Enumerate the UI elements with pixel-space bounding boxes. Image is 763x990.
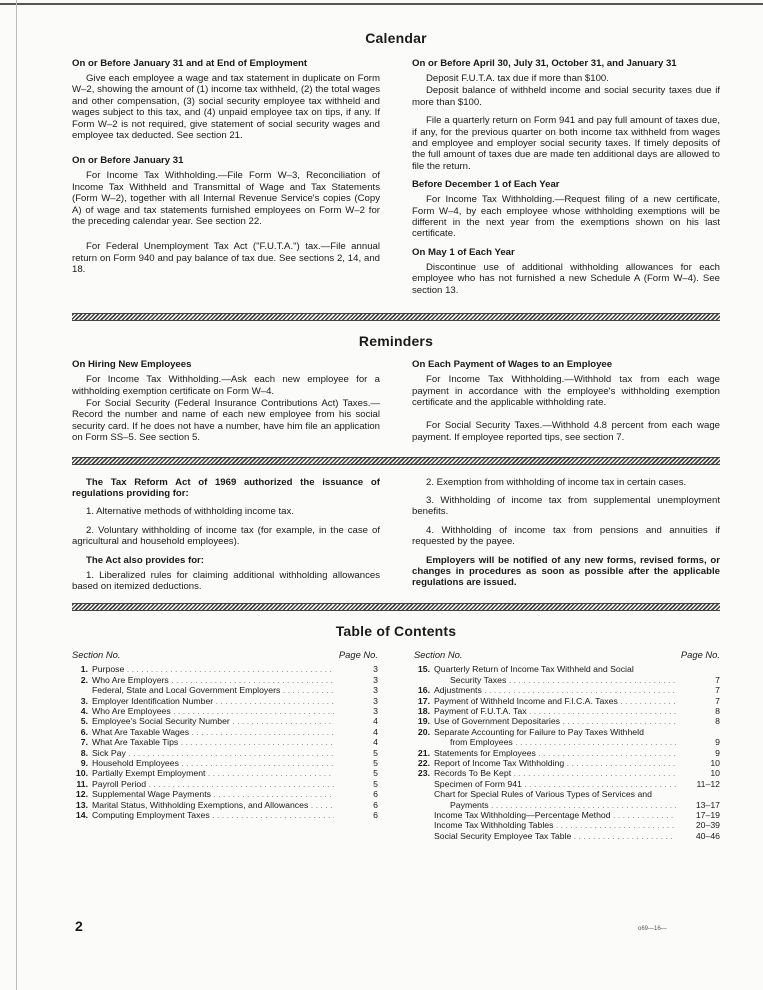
toc-row xyxy=(414,675,720,685)
calendar-paragraph: Deposit F.U.T.A. tax due if more than $100. xyxy=(426,73,609,84)
toc-column-headers xyxy=(72,649,378,660)
toc-section-number: 1. xyxy=(80,664,88,675)
top-rule xyxy=(0,3,763,5)
toc-page-number: 7 xyxy=(715,695,720,706)
toc-page-number: 9 xyxy=(715,737,720,748)
toc-row xyxy=(72,748,378,758)
toc-entry-title: Payments . . . xyxy=(434,800,676,810)
reform-notice: Employers will be notified of any new forms, revised forms, or changes in procedures as soon as possible after the applicable regulations are issued. xyxy=(412,554,720,589)
page-number: 2 xyxy=(75,918,83,934)
toc-right-list xyxy=(414,664,720,841)
toc-section-number: 16. xyxy=(417,685,430,696)
toc-page-number: 11–12 xyxy=(696,778,720,789)
toc-entry-title: Security Taxes . . . xyxy=(434,675,676,685)
reminders-paragraph: For Income Tax Withholding.—Withhold tax from each wage payment in accordance with the employee's withholding exemption certificate and the applicable withholding rate. xyxy=(412,374,720,408)
toc-row xyxy=(72,768,378,778)
toc-page-number: 40–46 xyxy=(695,830,720,841)
toc-row xyxy=(414,727,720,737)
toc-row xyxy=(72,737,378,747)
toc-page-number: 17–19 xyxy=(695,810,720,821)
toc-section-number: 7. xyxy=(80,737,88,748)
calendar-left-column xyxy=(72,58,380,303)
toc-row xyxy=(414,758,720,768)
toc-row xyxy=(72,696,378,706)
document-page xyxy=(72,30,720,841)
toc-page-number: 4 xyxy=(373,726,378,737)
toc-row xyxy=(414,820,720,830)
toc-section-number: 9. xyxy=(80,758,88,769)
toc-row xyxy=(414,748,720,758)
toc-section-number: 3. xyxy=(80,695,88,706)
toc-page-number: 3 xyxy=(373,695,378,706)
toc-row xyxy=(72,800,378,810)
toc-entry-title: Who Are Employees . . . xyxy=(92,706,334,716)
toc-page-number: 7 xyxy=(715,674,720,685)
reform-right-column xyxy=(412,477,720,600)
toc-section-number: 11. xyxy=(76,778,88,789)
toc-section-label: Section No. xyxy=(414,649,463,661)
reminders-title: Reminders xyxy=(358,333,434,350)
toc-page-number: 4 xyxy=(373,716,378,727)
toc-entry-title: Employer Identification Number . . . xyxy=(92,696,334,706)
calendar-heading: On or Before January 31 and at End of Employment xyxy=(72,58,308,69)
reform-item: 2. Voluntary withholding of income tax (for example, in the case of agricultural and household employees). xyxy=(72,524,380,548)
toc-section-number: 21. xyxy=(417,747,430,758)
calendar-paragraph: For Income Tax Withholding.—File Form W–3, Reconciliation of Income Tax Withheld and Transmittal of Wage and Tax Statements (Form W–2), together with all Internal Revenue Service's copies (Copy A) of wage and tax statements furnished employees on Form W–2 for the preceding calendar year. See section 22. xyxy=(72,170,380,228)
toc-row xyxy=(414,800,720,810)
reform-also-heading: The Act also provides for: xyxy=(86,554,204,566)
toc-page-number: 5 xyxy=(373,768,378,779)
toc-row xyxy=(414,831,720,841)
reform-left-column xyxy=(72,477,380,600)
toc-page-number: 8 xyxy=(715,706,720,716)
reminders-heading: On Hiring New Employees xyxy=(72,359,192,371)
toc-section-number: 20. xyxy=(417,726,430,737)
calendar-paragraph: For Income Tax Withholding.—Request filing of a new certificate, Form W–4, by each employee whose withholding exemptions will be different in the next year from the exemptions shown on his last certificate. xyxy=(412,194,720,240)
toc-row xyxy=(72,716,378,726)
toc-page-number: 3 xyxy=(373,685,378,696)
toc-row xyxy=(414,768,720,778)
calendar-heading: On or Before January 31 xyxy=(72,155,184,167)
toc-entry-title: Use of Government Depositaries . . . xyxy=(434,716,676,726)
reform-columns xyxy=(72,477,720,600)
calendar-heading: On May 1 of Each Year xyxy=(412,246,515,258)
reminders-columns xyxy=(72,359,720,450)
toc-row xyxy=(414,696,720,706)
toc-page-number: 5 xyxy=(373,747,378,758)
toc-entry-title: Income Tax Withholding Tables . . . xyxy=(434,820,676,830)
calendar-paragraph: For Federal Unemployment Tax Act ("F.U.T.A.") tax.—File annual return on Form 940 and pay balance of tax due. See sections 2, 14, and 18. xyxy=(72,241,380,276)
section-divider xyxy=(72,603,720,611)
toc-section-number: 15. xyxy=(417,664,430,675)
toc-entry-title: Chart for Special Rules of Various Types of Services and xyxy=(434,789,652,800)
toc-section-number: 18. xyxy=(417,706,430,716)
calendar-paragraph: File a quarterly return on Form 941 and pay full amount of taxes due, if any, for the previous quarter on both income tax withheld from wages and employee and employer social security taxes. If timely deposits of the full amount of taxes due are made ten additional days are allowed to file the return. xyxy=(412,115,720,172)
toc-page-number: 3 xyxy=(373,664,378,675)
toc-page-number: 6 xyxy=(373,789,378,800)
toc-row xyxy=(72,779,378,789)
toc-entry-title: Computing Employment Taxes . . . xyxy=(92,810,334,820)
toc-entry-title: Social Security Employee Tax Table . . . xyxy=(434,831,676,841)
toc-entry-title: Federal, State and Local Government Employers . . . xyxy=(92,685,334,695)
toc-section-number: 6. xyxy=(80,726,88,737)
toc-section-number: 19. xyxy=(417,716,430,727)
toc-row xyxy=(414,737,720,747)
calendar-title: Calendar xyxy=(365,30,427,46)
toc-entry-title: Sick Pay . . . xyxy=(92,748,334,758)
reminders-paragraph: For Income Tax Withholding.—Ask each new employee for a withholding exemption certificate on Form W–4. xyxy=(72,374,380,397)
toc-entry-title: Household Employees . . . xyxy=(92,758,334,768)
reform-item: 1. Liberalized rules for claiming additional withholding allowances based on itemized deductions. xyxy=(72,569,380,592)
toc-row xyxy=(414,685,720,695)
toc-entry-title: What Are Taxable Wages . . . xyxy=(92,727,334,737)
calendar-columns xyxy=(72,58,720,303)
toc-page-number: 9 xyxy=(715,747,720,758)
toc-columns xyxy=(72,649,720,841)
toc-page-number: 6 xyxy=(373,799,378,810)
reform-item: 1. Alternative methods of withholding income tax. xyxy=(86,506,294,518)
toc-page-number: 4 xyxy=(373,737,378,748)
toc-page-number: 10 xyxy=(710,758,720,769)
toc-section-label: Section No. xyxy=(72,649,121,661)
toc-row xyxy=(72,685,378,695)
toc-entry-title: Separate Accounting for Failure to Pay Taxes Withheld xyxy=(434,726,644,737)
toc-page-number: 3 xyxy=(373,706,378,716)
toc-row xyxy=(72,706,378,716)
toc-section-number: 23. xyxy=(417,768,430,779)
section-divider xyxy=(72,313,720,321)
toc-entry-title: Quarterly Return of Income Tax Withheld and Social xyxy=(434,664,634,675)
toc-page-number: 20–39 xyxy=(695,820,720,831)
toc-row xyxy=(72,789,378,799)
toc-section-number: 13. xyxy=(75,799,88,810)
toc-entry-title: Employee's Social Security Number . . . xyxy=(92,716,334,726)
reform-item: 4. Withholding of income tax from pensions and annuities if requested by the payee. xyxy=(412,524,720,548)
toc-right-column xyxy=(414,649,720,841)
toc-section-number: 10. xyxy=(75,768,88,779)
toc-page-number: 13–17 xyxy=(695,799,720,810)
reminders-paragraph: For Social Security Taxes.—Withhold 4.8 percent from each wage payment. If employee reported tips, see section 7. xyxy=(412,420,720,443)
reminders-right-column xyxy=(412,359,720,450)
reminders-left-column xyxy=(72,359,380,450)
toc-page-label: Page No. xyxy=(680,649,720,661)
toc-page-number: 10 xyxy=(710,768,720,779)
toc-entry-title: Income Tax Withholding—Percentage Method . . . xyxy=(434,810,676,820)
calendar-paragraph: Discontinue use of additional withholding allowances for each employee who has not furnished a new Schedule A (Form W–4). See section 13. xyxy=(412,261,720,296)
toc-entry-title: Payment of Withheld Income and F.I.C.A. Taxes . . . xyxy=(434,696,676,706)
toc-section-number: 8. xyxy=(80,747,88,758)
toc-row xyxy=(414,810,720,820)
toc-page-label: Page No. xyxy=(338,649,378,661)
toc-entry-title: Specimen of Form 941 . . . xyxy=(434,779,676,789)
toc-section-number: 22. xyxy=(417,758,430,769)
toc-row xyxy=(414,789,720,799)
toc-entry-title: Purpose . . . xyxy=(92,664,334,674)
reminders-heading: On Each Payment of Wages to an Employee xyxy=(412,359,613,371)
toc-entry-title: Who Are Employers . . . xyxy=(92,675,334,685)
toc-page-number: 5 xyxy=(373,778,378,789)
toc-section-number: 4. xyxy=(80,706,88,716)
reform-item: 3. Withholding of income tax from supplemental unemployment benefits. xyxy=(412,494,720,518)
toc-entry-title: Records To Be Kept . . . xyxy=(434,768,676,778)
toc-section-number: 17. xyxy=(417,695,430,706)
section-divider xyxy=(72,457,720,465)
calendar-paragraph: Deposit balance of withheld income and social security taxes due if more than $100. xyxy=(412,85,720,108)
toc-row xyxy=(72,810,378,820)
toc-entry-title: Report of Income Tax Withholding . . . xyxy=(434,758,676,768)
toc-page-number: 7 xyxy=(715,685,720,696)
toc-left-column xyxy=(72,649,378,841)
toc-row xyxy=(414,716,720,726)
toc-entry-title: Payroll Period . . . xyxy=(92,779,334,789)
toc-page-number: 3 xyxy=(373,674,378,685)
toc-page-number: 5 xyxy=(373,758,378,769)
toc-entry-title: Payment of F.U.T.A. Tax . . . xyxy=(434,706,676,716)
calendar-heading: Before December 1 of Each Year xyxy=(412,179,560,191)
toc-entry-title: Statements for Employees . . . xyxy=(434,748,676,758)
calendar-right-column xyxy=(412,58,720,303)
toc-row xyxy=(414,706,720,716)
toc-column-headers xyxy=(414,649,720,660)
toc-row xyxy=(72,727,378,737)
toc-page-number: 6 xyxy=(373,810,378,821)
print-code: o69—16— xyxy=(638,926,667,932)
toc-row xyxy=(72,664,378,674)
toc-title: Table of Contents xyxy=(335,623,457,640)
toc-left-list xyxy=(72,664,378,820)
toc-entry-title: What Are Taxable Tips . . . xyxy=(92,737,334,747)
binding-margin-line xyxy=(16,0,17,990)
reminders-paragraph: For Social Security (Federal Insurance Contributions Act) Taxes.—Record the number and name of each new employee from his social security card. If he does not have a number, have him file an application on Form SS–5. See section 5. xyxy=(72,397,380,444)
toc-entry-title: Supplemental Wage Payments . . . xyxy=(92,789,334,799)
toc-row xyxy=(72,758,378,768)
toc-entry-title: from Employees . . . xyxy=(434,737,676,747)
calendar-paragraph: Give each employee a wage and tax statement in duplicate on Form W–2, showing the amount of (1) income tax withheld, (2) the total wages and other compensation, (3) social security employee tax withheld and wages subject to this tax, and (4) unpaid employee tax on tips, if any. If Form W–2 is not required, give statement of social security wages and employee tax deducted. See section 21. xyxy=(72,73,380,142)
reform-intro: The Tax Reform Act of 1969 authorized the issuance of regulations providing for: xyxy=(72,476,380,499)
toc-section-number: 5. xyxy=(80,716,88,727)
calendar-heading: On or Before April 30, July 31, October 31, and January 31 xyxy=(412,58,677,69)
reform-item: 2. Exemption from withholding of income tax in certain cases. xyxy=(426,476,687,488)
toc-section-number: 2. xyxy=(80,674,88,685)
toc-section-number: 14. xyxy=(75,810,88,821)
toc-row xyxy=(72,675,378,685)
toc-entry-title: Partially Exempt Employment . . . xyxy=(92,768,334,778)
toc-row xyxy=(414,779,720,789)
toc-row xyxy=(414,664,720,674)
toc-entry-title: Marital Status, Withholding Exemptions, and Allowances . . . xyxy=(92,800,334,810)
toc-entry-title: Adjustments . . . xyxy=(434,685,676,695)
toc-page-number: 8 xyxy=(715,716,720,727)
toc-section-number: 12. xyxy=(75,789,88,800)
